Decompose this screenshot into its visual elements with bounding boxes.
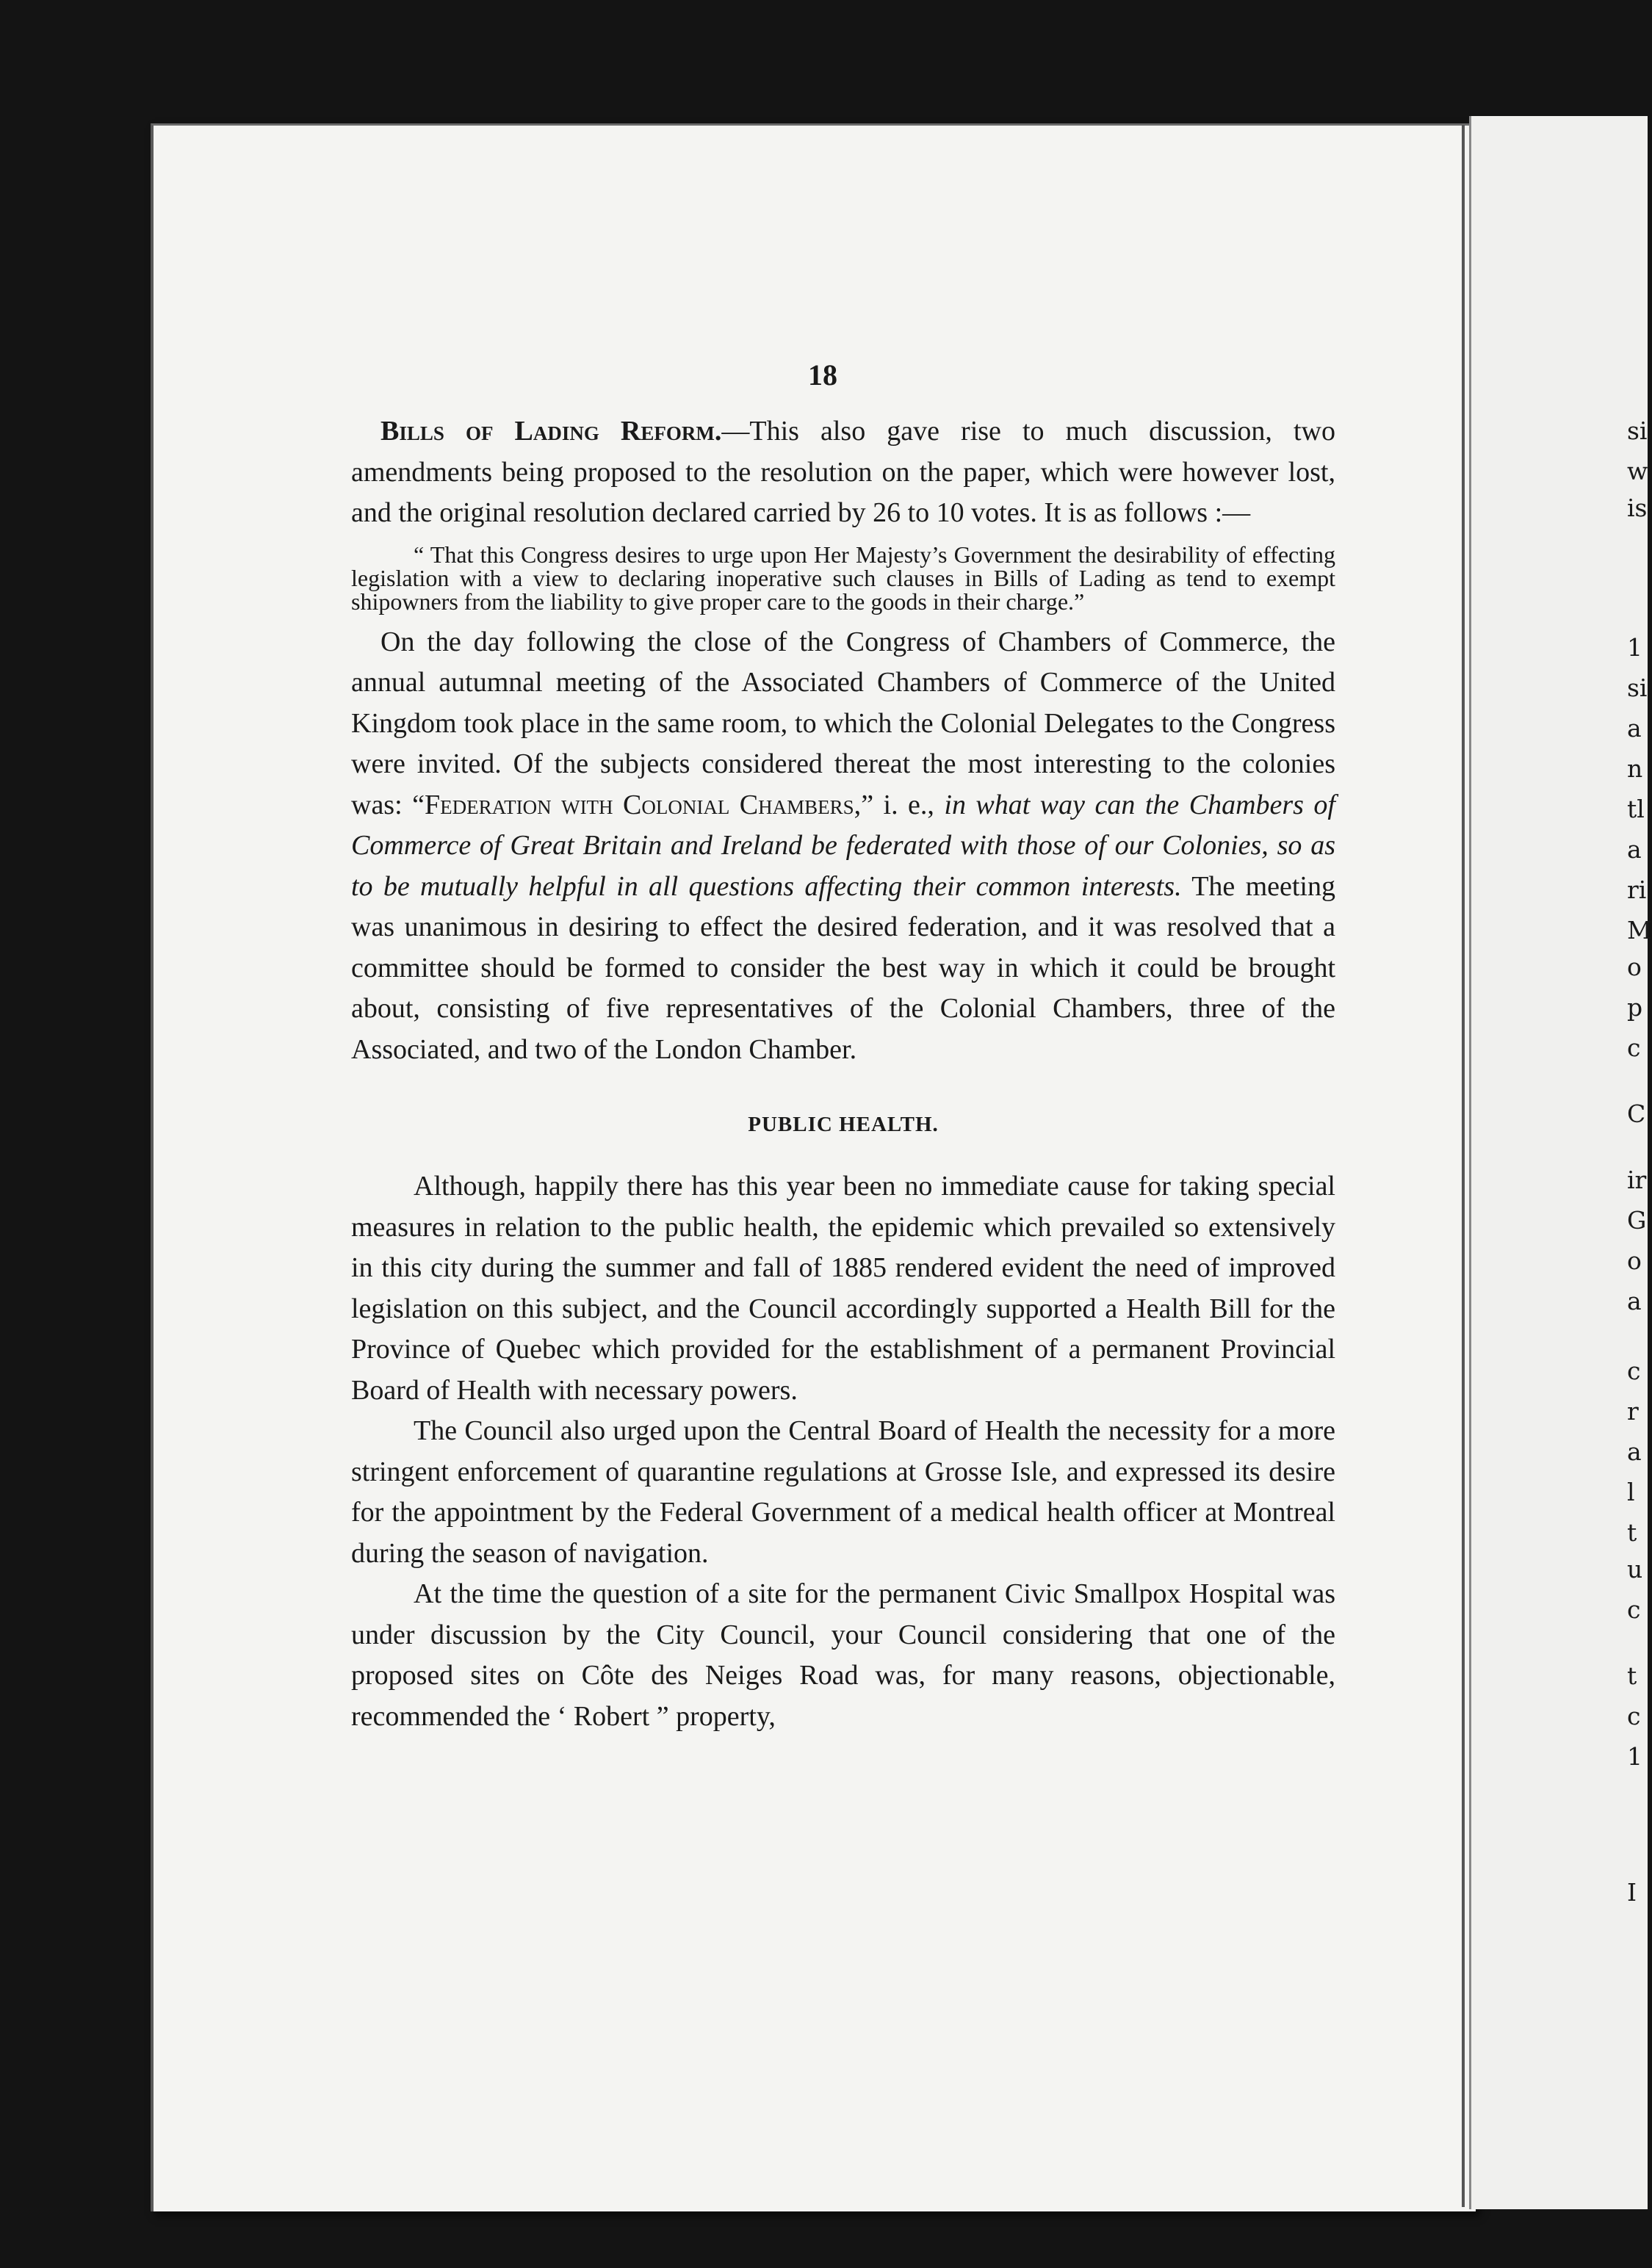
adjacent-page-fragment: a bbox=[1627, 714, 1642, 743]
adjacent-page-fragment: tl bbox=[1627, 795, 1645, 823]
adjacent-page-fragment: G bbox=[1627, 1206, 1647, 1235]
adjacent-page-fragment: u bbox=[1627, 1555, 1643, 1583]
adjacent-page-fragment: n bbox=[1627, 754, 1643, 783]
adjacent-page-fragment: c bbox=[1627, 1357, 1641, 1385]
adjacent-page bbox=[1469, 116, 1648, 2209]
adjacent-page-fragment: ri bbox=[1627, 875, 1647, 904]
public-health-paragraph-1: Although, happily there has this year been no immediate cause for taking special measures in relation to the public health, the epidemic which prevailed so extensively in this city during the summer and fall of 1885 rendered evident the need of improved legislation on this subject, and the Council accordingly supported a Health Bill for the Province of Quebec which provided for the establishment of a permanent Provincial Board of Health with necessary powers. bbox=[351, 1171, 1335, 1406]
adjacent-page-fragment: si bbox=[1627, 673, 1648, 702]
resolution-quote: “ That this Congress desires to urge upon Her Majesty’s Government the desirability of effecting legislation with a view to declaring inoperative such clauses in Bills of Lading as tend to exempt shipowners from the liability to give proper care to the goods in their charge.” bbox=[351, 541, 1335, 615]
public-health-heading: PUBLIC HEALTH. bbox=[748, 1113, 939, 1136]
adjacent-page-fragment: 1 bbox=[1627, 633, 1642, 662]
adjacent-page-fragment: c bbox=[1627, 1595, 1641, 1624]
bills-of-lading-heading: Bills of Lading Reform. bbox=[380, 416, 722, 447]
public-health-paragraph-3: At the time the question of a site for the permanent Civic Smallpox Hospital was under discussion by the City Council, your Council considering that one of the proposed sites on Côte des Neiges Road was, for many reasons, objectionable, recommended the ‘ Robert ” property, bbox=[351, 1578, 1335, 1732]
bills-of-lading-text: —This also gave rise to much discussion, two amendments being proposed to the resolution on the paper, which were however lost, and the original resolution declared carried by 26 to 10 votes. It is as follows :— bbox=[351, 416, 1335, 528]
adjacent-page-fragment: a bbox=[1627, 835, 1642, 864]
federation-text-before: On the day following the close of the Congress of Chambers of Commerce, the annual autumnal meeting of the Associated Chambers of Commerce of the United Kingdom took place in the same room, to which the Colonial Delegates to the Congress were invited. Of the subjects considered thereat the most interesting to the colonies was: “ bbox=[351, 626, 1335, 820]
adjacent-page-fragment: p bbox=[1627, 993, 1643, 1022]
adjacent-page-fragment: o bbox=[1627, 953, 1642, 981]
adjacent-page-fragment: o bbox=[1627, 1246, 1642, 1275]
adjacent-page-fragment: is bbox=[1627, 494, 1648, 522]
adjacent-page-fragment: C bbox=[1627, 1099, 1646, 1128]
adjacent-page-fragment: r bbox=[1627, 1397, 1639, 1426]
page-gutter bbox=[1462, 125, 1465, 2207]
federation-subject-italic: in what way can the Chambers of Commerce of Great Britain and Ireland be federated with those of our Colonies, so as to be mutually helpful in all questions affecting their common interests. bbox=[351, 789, 1335, 902]
page-number: 18 bbox=[808, 358, 837, 391]
adjacent-page-fragment: l bbox=[1627, 1478, 1635, 1506]
adjacent-page-fragment: ir bbox=[1627, 1166, 1647, 1194]
federation-subject: Federation with Colonial Chambers, bbox=[425, 789, 862, 820]
adjacent-page-fragment: c bbox=[1627, 1033, 1641, 1062]
adjacent-page-fragment: t bbox=[1627, 1661, 1637, 1690]
adjacent-page-fragment: w bbox=[1627, 457, 1648, 485]
federation-text-after: The meeting was unanimous in desiring to effect the desired federation, and it was resolved that a committee should be formed to consider the best way in which it could be brought about, consisting of five representatives of the Colonial Chambers, three of the Associated, and two of the London Chamber. bbox=[351, 870, 1335, 1065]
adjacent-page-fragment: M bbox=[1627, 916, 1652, 945]
federation-ie: ” i. e., bbox=[861, 789, 945, 820]
adjacent-page-fragment: a bbox=[1627, 1437, 1642, 1466]
page-body bbox=[351, 411, 1335, 1737]
public-health-paragraph-2: The Council also urged upon the Central Board of Health the necessity for a more stringent enforcement of quarantine regulations at Grosse Isle, and expressed its desire for the appointment by the Federal Government of a medical health officer at Montreal during the season of navigation. bbox=[351, 1415, 1335, 1569]
adjacent-page-fragment: c bbox=[1627, 1702, 1641, 1730]
bills-of-lading-paragraph bbox=[351, 411, 1335, 534]
adjacent-page-fragment: si bbox=[1627, 416, 1648, 445]
federation-paragraph bbox=[351, 622, 1335, 1071]
adjacent-page-fragment: I bbox=[1627, 1878, 1637, 1907]
adjacent-page-fragment: 1 bbox=[1627, 1742, 1642, 1771]
adjacent-page-fragment: t bbox=[1627, 1518, 1637, 1547]
adjacent-page-fragment: a bbox=[1627, 1287, 1642, 1315]
